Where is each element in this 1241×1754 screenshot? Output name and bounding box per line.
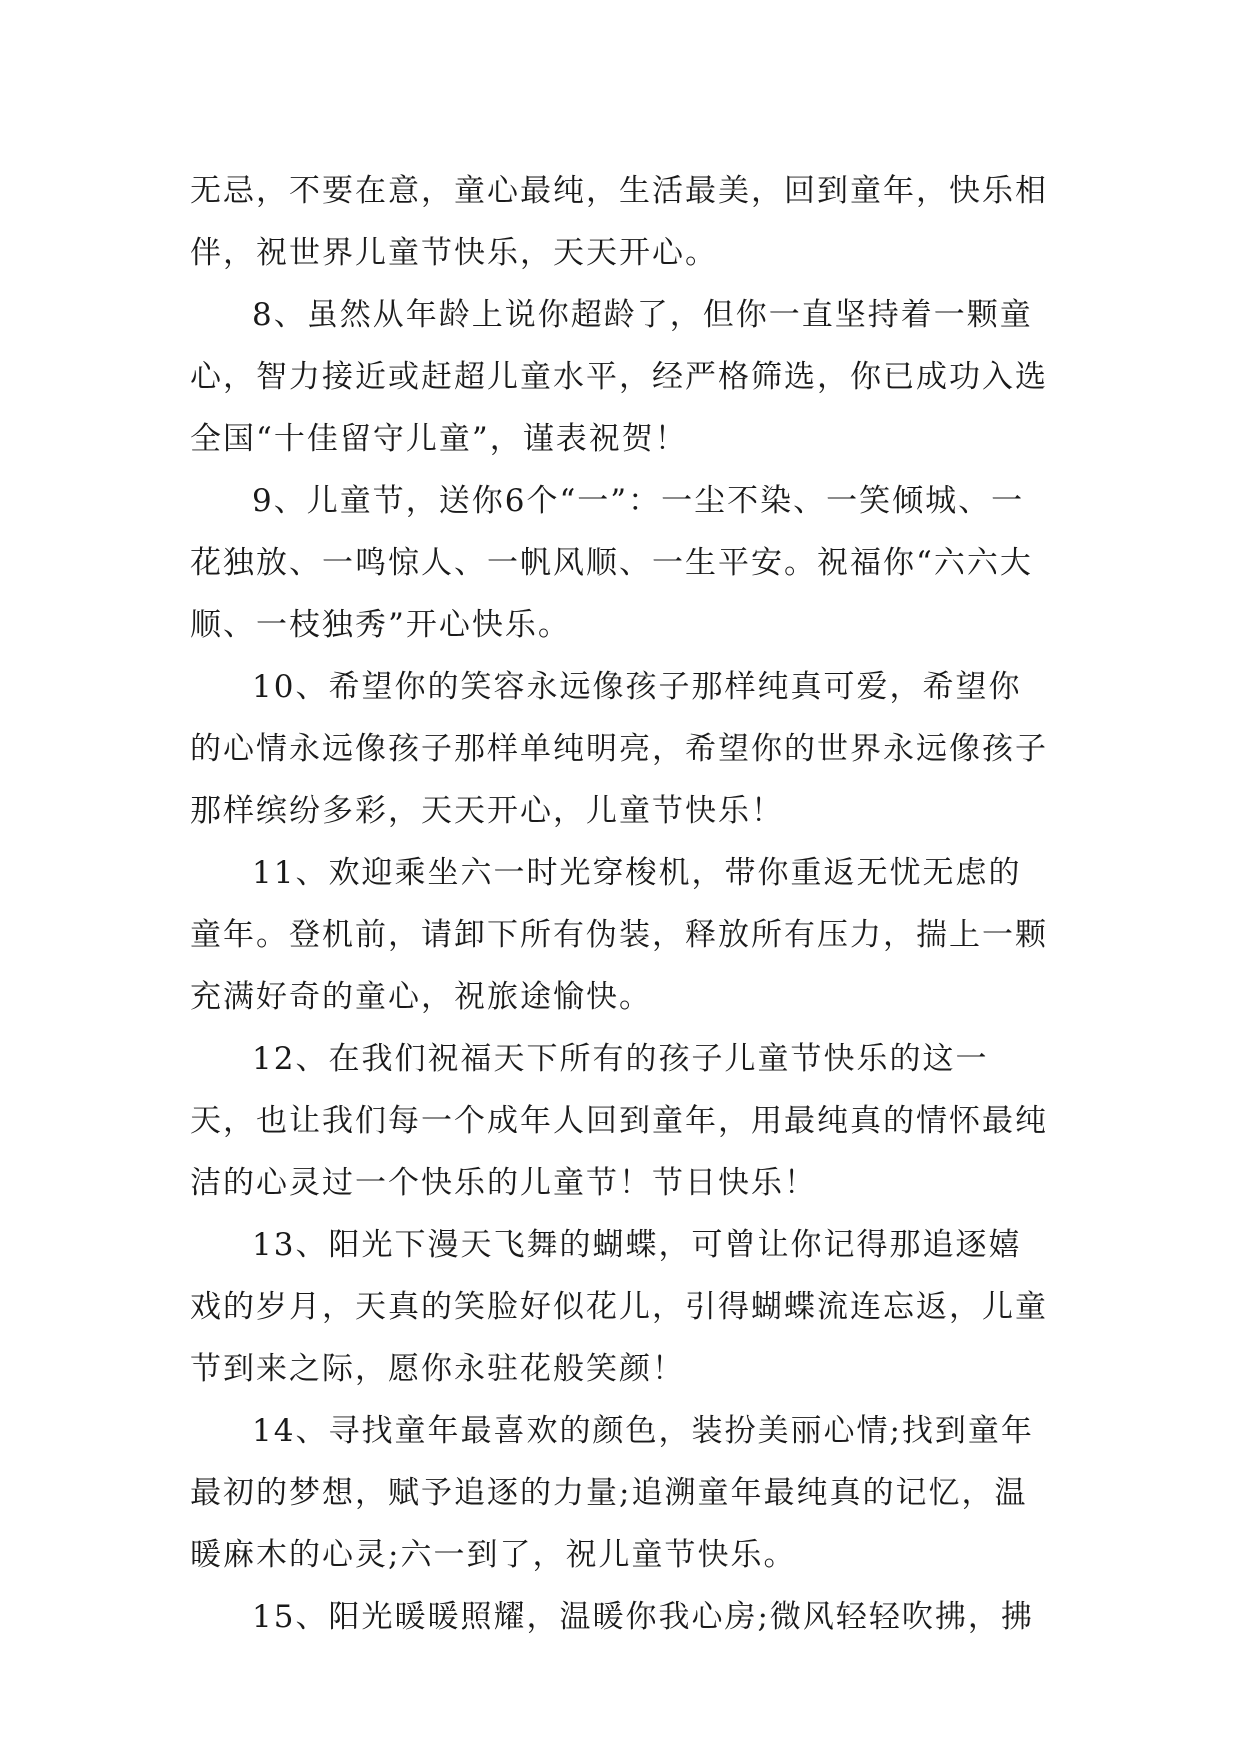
paragraph-item-8: 8、虽然从年龄上说你超龄了，但你一直坚持着一颗童心，智力接近或赶超儿童水平，经严格筛选，你已成功入选全国“十佳留守儿童”，谨表祝贺！	[190, 297, 1048, 457]
paragraph-item-15: 15、阳光暖暖照耀，温暖你我心房;微风轻轻吹拂，拂	[252, 1599, 1034, 1635]
paragraph-item-9: 9、儿童节，送你6个“一”：一尘不染、一笑倾城、一花独放、一鸣惊人、一帆风顺、一生平安。祝福你“六六大顺、一枝独秀”开心快乐。	[190, 483, 1033, 643]
paragraph-item-12: 12、在我们祝福天下所有的孩子儿童节快乐的这一天，也让我们每一个成年人回到童年，用最纯真的情怀最纯洁的心灵过一个快乐的儿童节！节日快乐！	[190, 1041, 1048, 1201]
paragraph-item-14: 14、寻找童年最喜欢的颜色，装扮美丽心情;找到童年最初的梦想，赋予追逐的力量;追溯童年最纯真的记忆，温暖麻木的心灵;六一到了，祝儿童节快乐。	[190, 1413, 1034, 1573]
paragraph-item-11: 11、欢迎乘坐六一时光穿梭机，带你重返无忧无虑的童年。登机前，请卸下所有伪装，释放所有压力，揣上一颗充满好奇的童心，祝旅途愉快。	[190, 855, 1048, 1015]
paragraph-item-10: 10、希望你的笑容永远像孩子那样纯真可爱，希望你的心情永远像孩子那样单纯明亮，希望你的世界永远像孩子那样缤纷多彩，天天开心，儿童节快乐！	[190, 669, 1048, 829]
paragraph-continuation: 无忌，不要在意，童心最纯，生活最美，回到童年，快乐相伴，祝世界儿童节快乐，天天开心。	[190, 173, 1048, 271]
paragraph-item-13: 13、阳光下漫天飞舞的蝴蝶，可曾让你记得那追逐嬉戏的岁月，天真的笑脸好似花儿，引得蝴蝶流连忘返，儿童节到来之际，愿你永驻花般笑颜！	[190, 1227, 1048, 1387]
document-body	[190, 160, 1050, 1648]
